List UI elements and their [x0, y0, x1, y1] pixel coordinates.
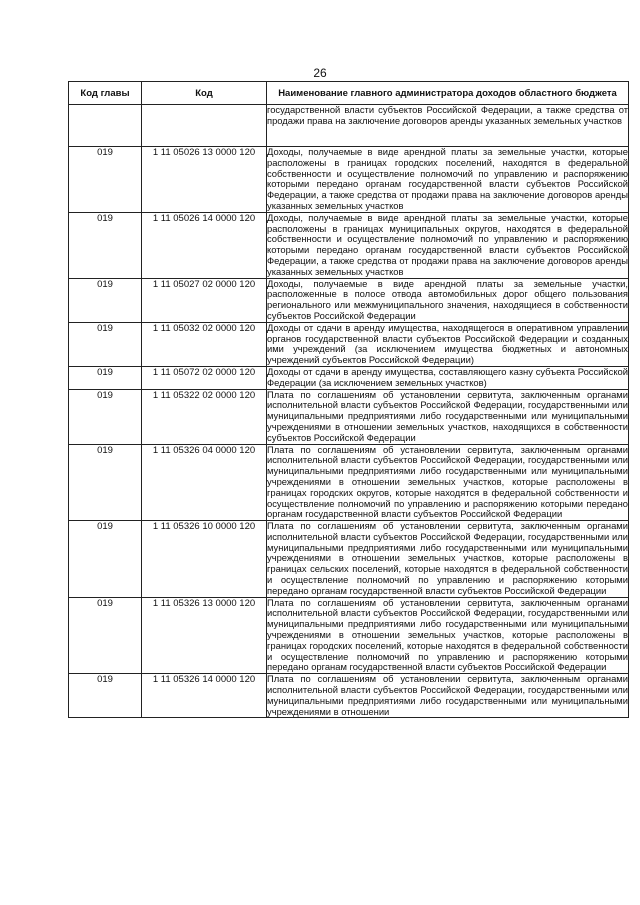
page-number: 26 — [313, 66, 327, 80]
glava-cell: 019 — [69, 147, 142, 213]
glava-cell: 019 — [69, 444, 142, 521]
table-row — [69, 366, 629, 389]
name-cell-text: Плата по соглашениям об установлении сервитута, заключенным органами исполнительной власти субъектов Российской Федерации, государственными или муниципальными предприятиями либо государственными или муниципальными учреждениями в отношении — [267, 674, 628, 717]
code-cell: 1 11 05326 13 0000 120 — [142, 597, 267, 674]
name-cell: Доходы от сдачи в аренду имущества, находящегося в оперативном управлении органов государственной власти субъектов Российской Федерации и созданных ими учреждений (за исключением имущества бюджетных и автономных учреждений субъектов Российской Федерации) — [267, 321, 628, 366]
table-row — [69, 278, 629, 322]
table-row — [69, 389, 629, 444]
glava-cell: 019 — [69, 278, 142, 322]
glava-cell: 019 — [69, 322, 142, 366]
header-kod: Код — [142, 82, 267, 105]
table-row-continuation — [69, 105, 629, 147]
table-row — [69, 444, 629, 521]
glava-cell: 019 — [69, 389, 142, 444]
name-cell: Плата по соглашениям об установлении сервитута, заключенным органами исполнительной власти субъектов Российской Федерации, государственными или муниципальными предприятиями либо государственными или муниципальными учреждениями в отношении земельных участков, находящихся в собственности субъектов Российской Федерации — [267, 388, 628, 443]
table-row — [69, 521, 629, 598]
table-row — [69, 674, 629, 718]
code-cell: 1 11 05027 02 0000 120 — [142, 278, 267, 322]
glava-cell: 019 — [69, 366, 142, 389]
table-row — [69, 597, 629, 674]
table-row — [69, 322, 629, 366]
continuation-glava-cell — [69, 105, 142, 147]
header-kod-glavy: Код главы — [69, 82, 142, 105]
header-naimenovanie: Наименование главного администратора доходов областного бюджета — [267, 82, 629, 105]
name-cell: Доходы от сдачи в аренду имущества, составляющего казну субъекта Российской Федерации (за исключением земельных участков) — [267, 365, 628, 388]
table-row — [69, 147, 629, 213]
glava-cell: 019 — [69, 521, 142, 598]
code-cell: 1 11 05032 02 0000 120 — [142, 322, 267, 366]
code-cell: 1 11 05026 13 0000 120 — [142, 147, 267, 213]
name-cell: Плата по соглашениям об установлении сервитута, заключенным органами исполнительной власти субъектов Российской Федерации, государственными или муниципальными предприятиями либо государственными или муниципальными учреждениями в отношении земельных участков, которые расположены в границах городских округов, которые находятся в федеральной собственности и осуществление полномочий по управлению и распоряжению которыми передано органам государственной власти субъектов Российской Федерации — [267, 443, 628, 520]
continuation-name-cell: государственной власти субъектов Российской Федерации, а также средства от продажи права на заключение договоров аренды указанных земельных участков — [267, 105, 629, 147]
code-cell: 1 11 05026 14 0000 120 — [142, 212, 267, 278]
table-header-row — [69, 82, 629, 105]
table-row — [69, 212, 629, 278]
revenue-table — [68, 81, 629, 718]
code-cell: 1 11 05322 02 0000 120 — [142, 389, 267, 444]
name-cell: Доходы, получаемые в виде арендной платы за земельные участки, которые расположены в границах городских поселений, находятся в федеральной собственности и осуществление полномочий по управлению и распоряжению которыми передано органам государственной власти субъектов Российской Федерации, а также средства от продажи права на заключение договоров аренды указанных земельных участков — [267, 146, 628, 211]
continuation-code-cell — [142, 105, 267, 147]
glava-cell: 019 — [69, 212, 142, 278]
name-cell: Плата по соглашениям об установлении сервитута, заключенным органами исполнительной власти субъектов Российской Федерации, государственными или муниципальными предприятиями либо государственными или муниципальными учреждениями в отношении земельных участков, которые расположены в границах городских поселений, которые находятся в федеральной собственности и осуществление полномочий по управлению и распоряжению которыми передано органам государственной власти субъектов Российской Федерации — [267, 596, 628, 673]
code-cell: 1 11 05326 04 0000 120 — [142, 444, 267, 521]
code-cell: 1 11 05326 10 0000 120 — [142, 521, 267, 598]
name-cell: Доходы, получаемые в виде арендной платы за земельные участки, расположенные в полосе отвода автомобильных дорог общего пользования регионального или межмуниципального значения, находящиеся в собственности субъектов Российской Федерации — [267, 277, 628, 321]
name-cell: Доходы, получаемые в виде арендной платы за земельные участки, которые расположены в границах муниципальных округов, находятся в федеральной собственности и осуществление полномочий по управлению и распоряжению которыми передано органам государственной власти субъектов Российской Федерации, а также средства от продажи права на заключение договоров аренды указанных земельных участков — [267, 211, 628, 277]
glava-cell: 019 — [69, 597, 142, 674]
glava-cell: 019 — [69, 674, 142, 718]
name-cell — [267, 674, 629, 718]
code-cell: 1 11 05326 14 0000 120 — [142, 674, 267, 718]
name-cell: Плата по соглашениям об установлении сервитута, заключенным органами исполнительной власти субъектов Российской Федерации, государственными или муниципальными предприятиями либо государственными или муниципальными учреждениями в отношении земельных участков, которые расположены в границах сельских поселений, которые находятся в федеральной собственности и осуществление полномочий по управлению и распоряжению которыми передано органам государственной власти субъектов Российской Федерации — [267, 520, 628, 596]
code-cell: 1 11 05072 02 0000 120 — [142, 366, 267, 389]
